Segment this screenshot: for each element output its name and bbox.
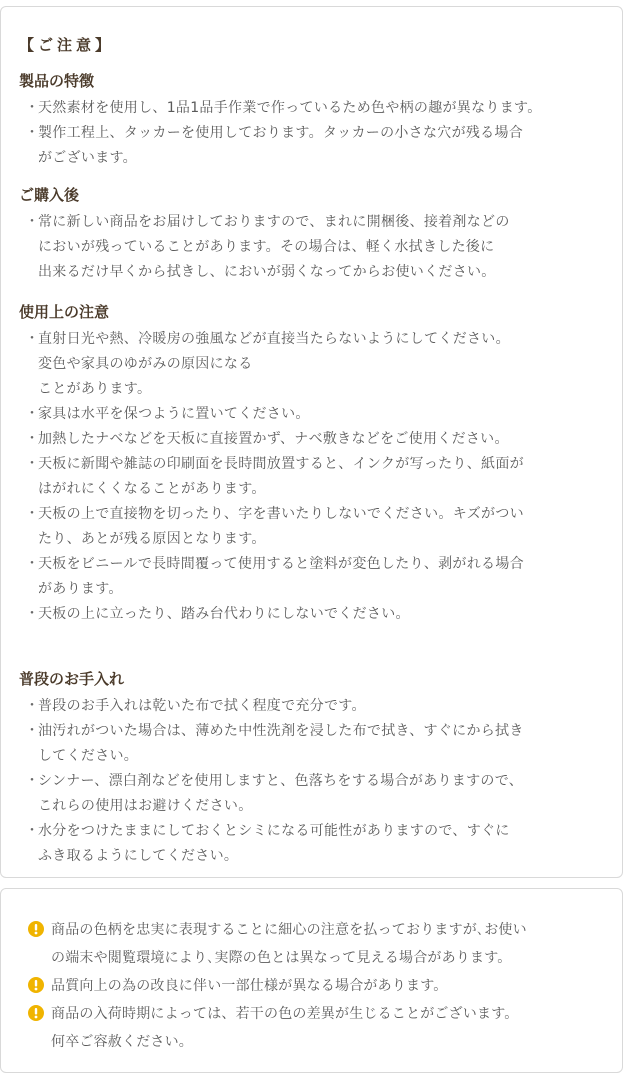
notes-box [0, 888, 623, 1073]
warning-icon [28, 921, 44, 937]
list-item [19, 552, 625, 602]
bullet-dot: ・ [25, 214, 40, 230]
list-item-text: してください。 [38, 748, 139, 764]
bullet-dot: ・ [25, 823, 40, 839]
list-item [19, 694, 625, 719]
section-heading: 使用上の注意 [19, 303, 110, 321]
list-item-text: 加熱したナベなどを天板に直接置かず、ナベ敷きなどをご使用ください。 [38, 431, 509, 447]
section-after-purchase [19, 185, 622, 285]
section-daily-care [19, 669, 622, 869]
list-item-text: たり、あとが残る原因となります。 [38, 531, 266, 547]
bullet-dot: ・ [25, 773, 40, 789]
list-item-text: 天然素材を使用し、1品1品手作業で作っているため色や柄の趣が異なります。 [38, 100, 542, 116]
note-text: 何卒ご容赦ください。 [51, 1034, 193, 1050]
list-item-text: 油汚れがついた場合は、薄めた中性洗剤を浸した布で拭き、すぐにから拭き [38, 723, 524, 739]
note-item [28, 916, 622, 972]
caution-sections [19, 71, 622, 869]
bullet-list [19, 210, 622, 285]
list-item-text: 家具は水平を保つように置いてください。 [38, 406, 310, 422]
bullet-dot: ・ [25, 506, 40, 522]
list-item-text: 天板の上に立ったり、踏み台代わりにしないでください。 [38, 606, 410, 622]
section-product-features [19, 71, 622, 171]
list-item-text: 出来るだけ早くから拭きし、においが弱くなってからお使いください。 [38, 264, 496, 280]
list-item [19, 769, 625, 819]
bullet-dot: ・ [25, 406, 40, 422]
section-heading: 普段のお手入れ [19, 670, 125, 688]
note-item [28, 1000, 622, 1056]
bullet-dot: ・ [25, 698, 40, 714]
bullet-dot: ・ [25, 723, 40, 739]
list-item-text: ことがあります。 [38, 381, 152, 397]
section-usage-notes [19, 302, 622, 627]
section-heading: 製品の特徴 [19, 72, 95, 90]
list-item-text: 天板をビニールで長時間覆って使用すると塗料が変色したり、剥がれる場合 [38, 556, 524, 572]
note-item [28, 972, 622, 1000]
list-item [19, 502, 625, 552]
note-text: 商品の色柄を忠実に表現することに細心の注意を払っておりますが､お使い [51, 922, 527, 938]
section-heading: ご購入後 [19, 186, 80, 204]
bullet-list [19, 96, 622, 171]
caution-box [0, 6, 623, 878]
bullet-dot: ・ [25, 331, 40, 347]
bullet-list [19, 694, 622, 869]
note-text: 品質向上の為の改良に伴い一部仕様が異なる場合があります。 [51, 978, 448, 994]
list-item-text: シンナー、漂白剤などを使用しますと、色落ちをする場合がありますので、 [38, 773, 524, 789]
bullet-dot: ・ [25, 431, 40, 447]
bullet-list [19, 327, 622, 627]
list-item [19, 121, 625, 171]
bullet-dot: ・ [25, 606, 40, 622]
notes-list [28, 916, 622, 1056]
list-item-text: 常に新しい商品をお届けしておりますので、まれに開梱後、接着剤などの [38, 214, 510, 230]
list-item [19, 452, 625, 502]
list-item [19, 210, 625, 285]
note-text: 商品の入荷時期によっては、若干の色の差異が生じることがございます。 [51, 1006, 519, 1022]
list-item-text: ふき取るようにしてください。 [38, 848, 239, 864]
list-item-text: 変色や家具のゆがみの原因になる [38, 356, 253, 372]
list-item-text: 水分をつけたままにしておくとシミになる可能性がありますので、すぐに [38, 823, 510, 839]
bullet-dot: ・ [25, 125, 40, 141]
list-item [19, 402, 625, 427]
list-item [19, 96, 625, 121]
warning-icon [28, 1005, 44, 1021]
list-item-text: 天板の上で直接物を切ったり、字を書いたりしないでください。キズがつい [38, 506, 524, 522]
list-item [19, 819, 625, 869]
list-item-text: これらの使用はお避けください。 [38, 798, 253, 814]
list-item [19, 719, 625, 769]
list-item-text: があります。 [38, 581, 123, 597]
caution-title: 【ご注意】 [19, 36, 115, 54]
warning-icon [28, 977, 44, 993]
list-item-text: 直射日光や熱、冷暖房の強風などが直接当たらないようにしてください。 [38, 331, 510, 347]
list-item-text: においが残っていることがあります。その場合は、軽く水拭きした後に [38, 239, 495, 255]
list-item [19, 427, 625, 452]
bullet-dot: ・ [25, 456, 40, 472]
note-text: の端末や閲覧環境により､実際の色とは異なって見える場合があります。 [51, 950, 512, 966]
list-item-text: がございます。 [38, 150, 137, 166]
bullet-dot: ・ [25, 556, 40, 572]
list-item [19, 602, 625, 627]
list-item [19, 327, 625, 402]
list-item-text: 製作工程上、タッカーを使用しております。タッカーの小さな穴が残る場合 [38, 125, 524, 141]
list-item-text: はがれにくくなることがあります。 [38, 481, 266, 497]
list-item-text: 天板に新聞や雑誌の印刷面を長時間放置すると、インクが写ったり、紙面が [38, 456, 524, 472]
bullet-dot: ・ [25, 100, 40, 116]
list-item-text: 普段のお手入れは乾いた布で拭く程度で充分です。 [38, 698, 366, 714]
